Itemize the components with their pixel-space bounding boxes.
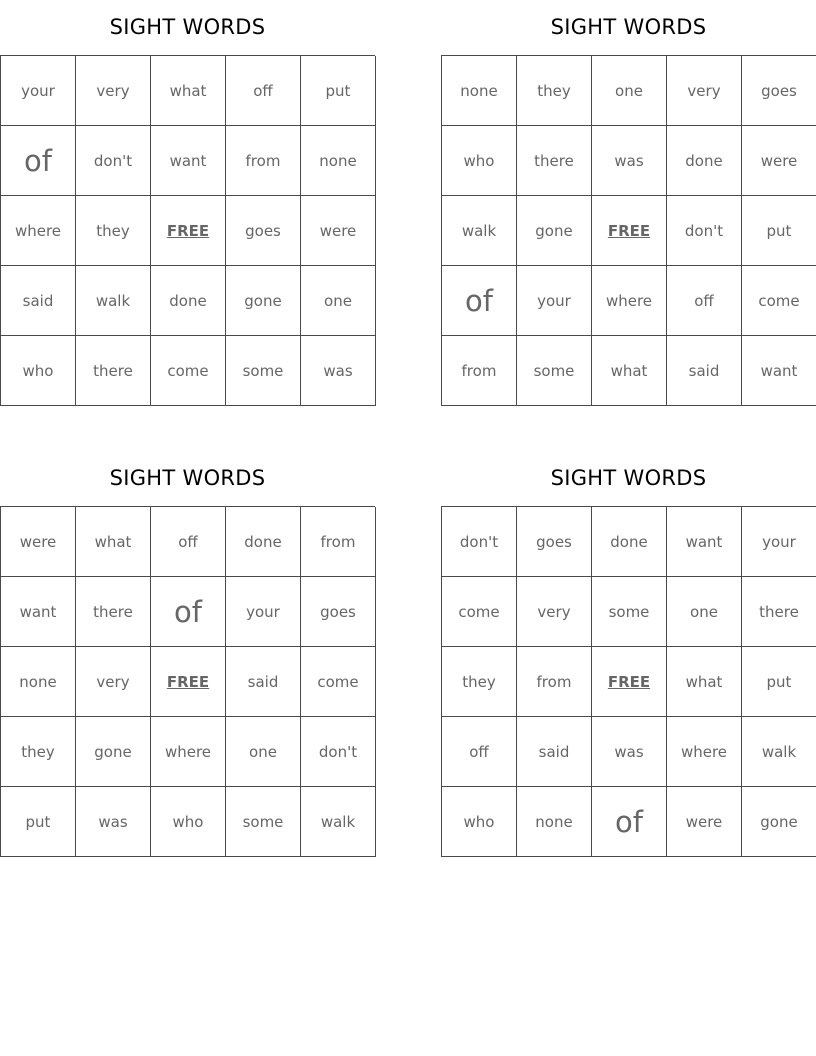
bingo-cell: where <box>1 196 76 266</box>
bingo-cell: off <box>151 507 226 577</box>
bingo-cell: there <box>517 126 592 196</box>
card-title: SIGHT WORDS <box>109 15 266 39</box>
bingo-cell: there <box>76 577 151 647</box>
bingo-cell: who <box>442 126 517 196</box>
bingo-cell: come <box>442 577 517 647</box>
bingo-cell: who <box>151 787 226 857</box>
bingo-cell: were <box>667 787 742 857</box>
bingo-cell: one <box>226 717 301 787</box>
bingo-cell: very <box>76 56 151 126</box>
bingo-cell: your <box>1 56 76 126</box>
bingo-cell: what <box>667 647 742 717</box>
bingo-cell: said <box>667 336 742 406</box>
bingo-cell: your <box>742 507 816 577</box>
bingo-cell: they <box>442 647 517 717</box>
bingo-cell: some <box>592 577 667 647</box>
bingo-cell: gone <box>226 266 301 336</box>
bingo-cell: don't <box>301 717 376 787</box>
free-space: FREE <box>151 196 226 266</box>
bingo-cell: was <box>592 126 667 196</box>
bingo-card-3 <box>0 451 375 857</box>
bingo-cell: of <box>1 126 76 196</box>
bingo-cell: put <box>1 787 76 857</box>
bingo-cell: from <box>442 336 517 406</box>
bingo-cell: very <box>667 56 742 126</box>
bingo-cell: done <box>226 507 301 577</box>
bingo-cell: where <box>151 717 226 787</box>
bingo-cell: from <box>226 126 301 196</box>
bingo-cell: off <box>667 266 742 336</box>
bingo-cell: don't <box>667 196 742 266</box>
bingo-cell: they <box>517 56 592 126</box>
bingo-cell: what <box>592 336 667 406</box>
bingo-cell: who <box>1 336 76 406</box>
bingo-cell: want <box>742 336 816 406</box>
bingo-cell: put <box>301 56 376 126</box>
bingo-cell: gone <box>76 717 151 787</box>
bingo-cell: none <box>517 787 592 857</box>
bingo-cell: what <box>76 507 151 577</box>
bingo-cell: come <box>151 336 226 406</box>
bingo-cell: goes <box>742 56 816 126</box>
bingo-cell: they <box>76 196 151 266</box>
bingo-cell: where <box>592 266 667 336</box>
free-space: FREE <box>151 647 226 717</box>
bingo-cell: gone <box>517 196 592 266</box>
bingo-grid <box>441 55 816 406</box>
card-title: SIGHT WORDS <box>109 466 266 490</box>
bingo-cell: very <box>76 647 151 717</box>
bingo-cell: were <box>301 196 376 266</box>
card-title: SIGHT WORDS <box>550 15 707 39</box>
bingo-cell: walk <box>742 717 816 787</box>
bingo-cell: they <box>1 717 76 787</box>
bingo-cell: there <box>742 577 816 647</box>
bingo-cell: of <box>151 577 226 647</box>
bingo-cell: goes <box>226 196 301 266</box>
bingo-cell: some <box>226 787 301 857</box>
bingo-cell: there <box>76 336 151 406</box>
bingo-cell: said <box>1 266 76 336</box>
bingo-card-1 <box>0 0 375 406</box>
bingo-cell: was <box>592 717 667 787</box>
bingo-cell: none <box>1 647 76 717</box>
bingo-cell: your <box>517 266 592 336</box>
bingo-cell: goes <box>301 577 376 647</box>
bingo-cell: said <box>226 647 301 717</box>
bingo-cell: of <box>592 787 667 857</box>
bingo-cell: done <box>151 266 226 336</box>
bingo-cell: were <box>742 126 816 196</box>
bingo-cell: off <box>226 56 301 126</box>
bingo-cell: was <box>76 787 151 857</box>
bingo-cell: off <box>442 717 517 787</box>
bingo-cell: of <box>442 266 517 336</box>
bingo-grid <box>441 506 816 857</box>
card-title: SIGHT WORDS <box>550 466 707 490</box>
bingo-cell: very <box>517 577 592 647</box>
bingo-cell: one <box>667 577 742 647</box>
bingo-cell: your <box>226 577 301 647</box>
bingo-cell: goes <box>517 507 592 577</box>
bingo-cell: some <box>226 336 301 406</box>
bingo-cell: none <box>442 56 517 126</box>
bingo-cell: done <box>592 507 667 577</box>
bingo-grid <box>0 506 375 857</box>
bingo-cell: come <box>301 647 376 717</box>
free-space: FREE <box>592 196 667 266</box>
bingo-card-2 <box>441 0 816 406</box>
bingo-cell: walk <box>76 266 151 336</box>
bingo-cell: one <box>301 266 376 336</box>
bingo-cell: walk <box>442 196 517 266</box>
bingo-cell: want <box>1 577 76 647</box>
bingo-cell: walk <box>301 787 376 857</box>
bingo-grid <box>0 55 375 406</box>
bingo-cell: from <box>517 647 592 717</box>
bingo-cell: what <box>151 56 226 126</box>
bingo-cell: was <box>301 336 376 406</box>
bingo-card-4 <box>441 451 816 857</box>
bingo-cell: want <box>667 507 742 577</box>
bingo-cell: said <box>517 717 592 787</box>
bingo-cell: one <box>592 56 667 126</box>
bingo-cell: gone <box>742 787 816 857</box>
bingo-cell: come <box>742 266 816 336</box>
bingo-cell: who <box>442 787 517 857</box>
bingo-cell: don't <box>76 126 151 196</box>
bingo-cell: put <box>742 647 816 717</box>
bingo-cell: don't <box>442 507 517 577</box>
bingo-cell: where <box>667 717 742 787</box>
bingo-cell: some <box>517 336 592 406</box>
bingo-cell: want <box>151 126 226 196</box>
bingo-cell: were <box>1 507 76 577</box>
bingo-cell: done <box>667 126 742 196</box>
bingo-cell: put <box>742 196 816 266</box>
bingo-cell: from <box>301 507 376 577</box>
bingo-cell: none <box>301 126 376 196</box>
free-space: FREE <box>592 647 667 717</box>
